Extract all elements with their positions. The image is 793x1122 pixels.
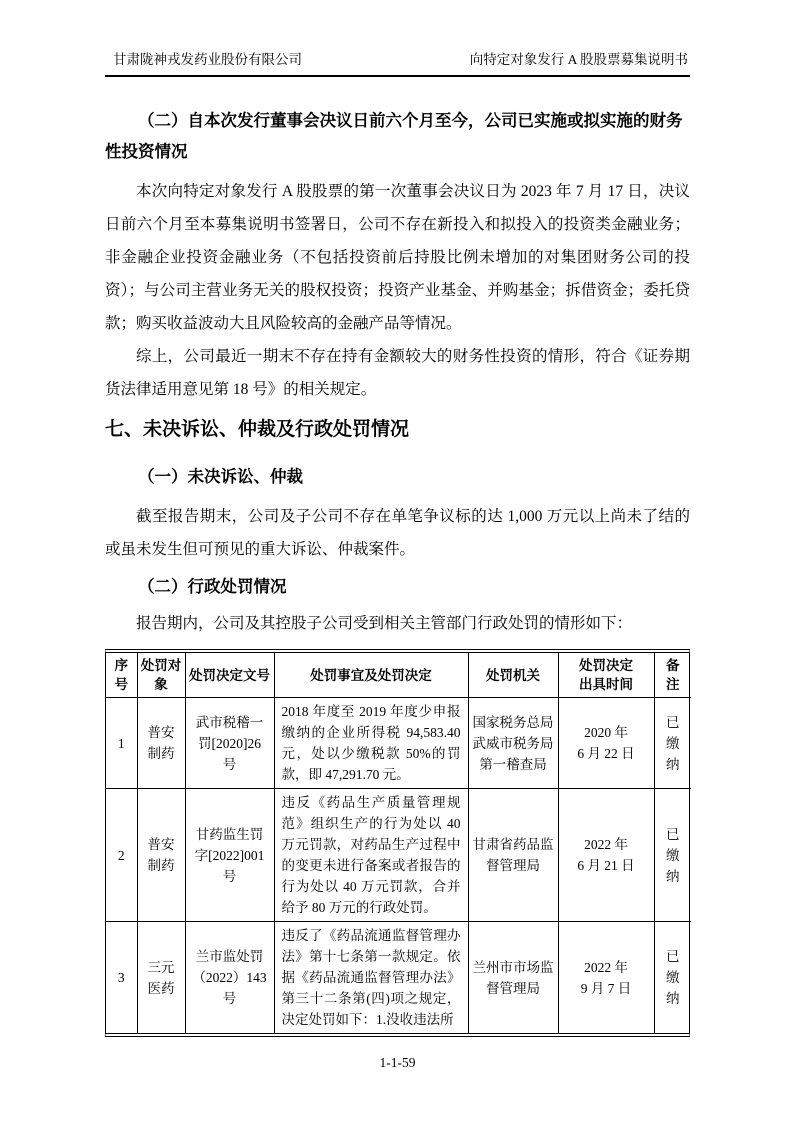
cell-penalty-date — [558, 922, 654, 1034]
header-company-name: 甘肃陇神戎发药业股份有限公司 — [113, 52, 302, 67]
column-header-doc-no: 处罚决定文号 — [185, 653, 274, 698]
cell-seq: 1 — [106, 698, 137, 789]
header-doc-title: 向特定对象发行 A 股股票募集说明书 — [469, 52, 688, 67]
cell-penalty-doc-no: 甘药监生罚字[2022]001号 — [185, 789, 274, 922]
cell-penalty-date — [558, 698, 654, 789]
heading-financial-investment: （二）自本次发行董事会决议日前六个月至今，公司已实施或拟实施的财务性投资情况 — [105, 112, 683, 161]
cell-penalty-note: 已缴纳 — [654, 922, 691, 1034]
heading-pending-litigation: （一）未决诉讼、仲裁 — [138, 468, 303, 486]
date-line: 9 月 7 日 — [580, 980, 632, 996]
paragraph-pending-litigation: 截至报告期末，公司及子公司不存在单笔争议标的达 1,000 万元以上尚未了结的或虽未发生但可预见的重大诉讼、仲裁案件。 — [105, 508, 690, 558]
column-header-date: 处罚决定出具时间 — [558, 653, 654, 698]
date-line: 2020 年 — [584, 725, 628, 740]
heading-litigation-section: 七、未决诉讼、仲裁及行政处罚情况 — [105, 419, 410, 440]
cell-penalty-matter: 违反《药品生产质量管理规范》组织生产的行为处以 40 万元罚款，对药品生产过程中的变更未进行备案或者报告的行为处以 40 万元罚款，合并给予 80 万元的行政处罚。 — [274, 789, 468, 922]
cell-penalty-doc-no: 兰市监处罚（2022）143 号 — [185, 922, 274, 1034]
column-header-target: 处罚对象 — [137, 653, 185, 698]
cell-penalty-date — [558, 789, 654, 922]
paragraph-admin-penalty: 报告期内，公司及其控股子公司受到相关主管部门行政处罚的情形如下： — [136, 615, 633, 632]
cell-penalty-authority: 国家税务总局武威市税务局第一稽查局 — [468, 698, 558, 789]
table-row — [106, 698, 691, 789]
column-header-matter: 处罚事宜及处罚决定 — [274, 653, 468, 698]
date-line: 2022 年 — [584, 959, 628, 975]
cell-penalty-authority: 甘肃省药品监督管理局 — [468, 789, 558, 922]
paragraph-financial-2: 综上，公司最近一期末不存在持有金额较大的财务性投资的情形，符合《证券期货法律适用意见第 18 号》的相关规定。 — [105, 348, 690, 398]
cell-penalty-matter: 违反了《药品流通监督管理办法》第十七条第一款规定。依据《药品流通监督管理办法》第三十二条第(四)项之规定，决定处罚如下：1.没收违法所 — [274, 922, 468, 1034]
heading-admin-penalty: （二）行政处罚情况 — [138, 578, 287, 596]
penalty-table — [105, 649, 690, 1037]
cell-penalty-note: 已缴纳 — [654, 698, 691, 789]
paragraph-financial-1: 本次向特定对象发行 A 股股票的第一次董事会决议日为 2023 年 7 月 17 日，决议日前六个月至本募集说明书签署日，公司不存在新投入和拟投入的投资类金融业务；非金融企业投资金融业务（不包括投资前后持股比例未增加的对集团财务公司的投资）；与公司主营业务无关的股权投资；投资产业基金、并购基金；拆借资金；委托贷款；购买收益波动大且风险较高的金融产品等情况。 — [105, 183, 690, 332]
column-header-seq: 序号 — [106, 653, 137, 698]
table-row — [106, 789, 691, 922]
table-header-row — [106, 653, 691, 698]
cell-penalty-target: 普安制药 — [137, 698, 185, 789]
cell-penalty-target: 普安制药 — [137, 789, 185, 922]
date-line: 6 月 21 日 — [577, 858, 635, 873]
cell-penalty-authority: 兰州市市场监督管理局 — [468, 922, 558, 1034]
date-line: 2022 年 — [584, 837, 628, 852]
cell-penalty-doc-no: 武市税稽一罚[2020]26号 — [185, 698, 274, 789]
page-header — [105, 50, 690, 77]
cell-penalty-target: 三元医药 — [137, 922, 185, 1034]
date-line: 6 月 22 日 — [577, 746, 635, 761]
table-row — [106, 922, 691, 1034]
page-footer — [105, 1053, 690, 1072]
cell-penalty-matter: 2018 年度至 2019 年度少申报缴纳的企业所得税 94,583.40 元，处以少缴税款 50%的罚款，即 47,291.70 元。 — [274, 698, 468, 789]
cell-seq: 2 — [106, 789, 137, 922]
cell-seq: 3 — [106, 922, 137, 1034]
column-header-authority: 处罚机关 — [468, 653, 558, 698]
column-header-note: 备注 — [654, 653, 691, 698]
cell-penalty-note: 已缴纳 — [654, 789, 691, 922]
penalty-table-grid — [106, 653, 691, 1033]
page-number: 1-1-59 — [379, 1055, 416, 1070]
